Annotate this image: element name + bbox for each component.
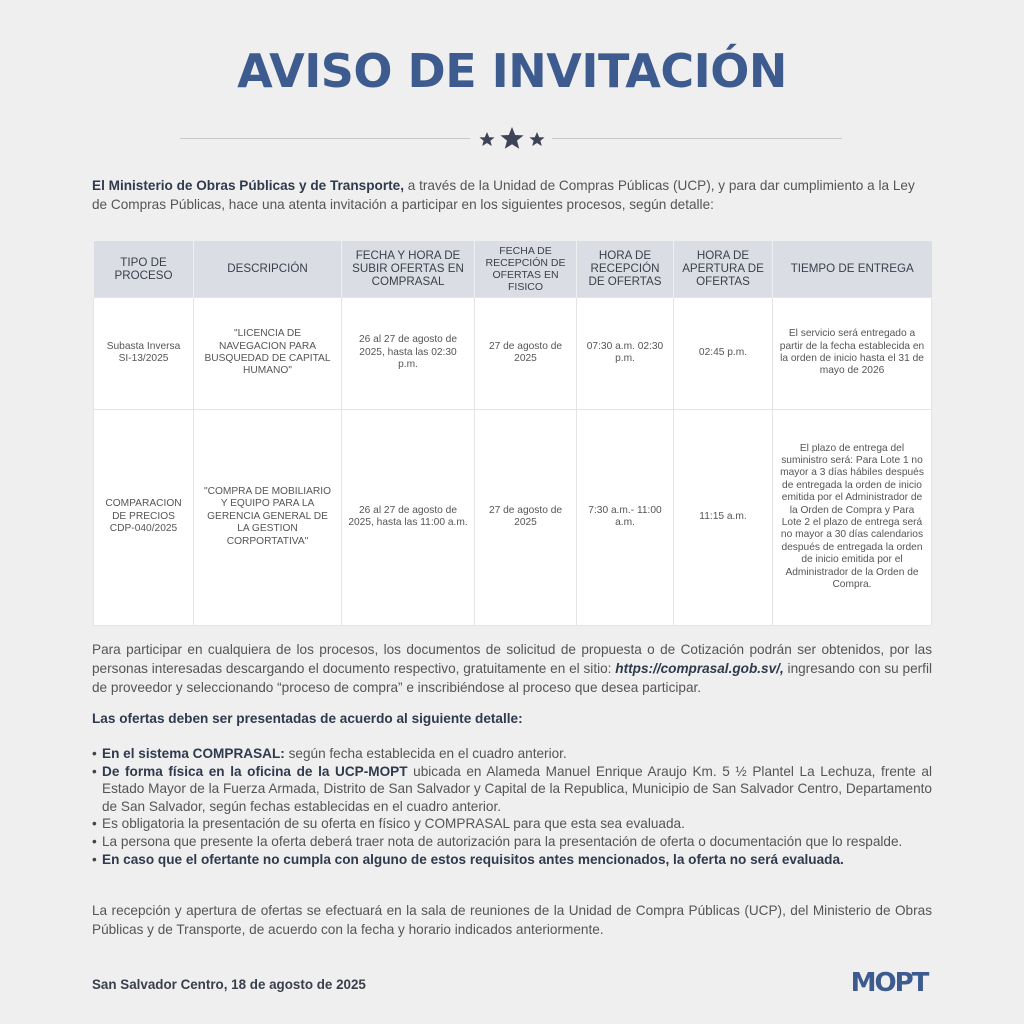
star-icon xyxy=(500,127,523,149)
cell-hora-apertura: 11:15 a.m. xyxy=(674,409,773,625)
cell-tiempo-entrega: El plazo de entrega del suministro será: Para Lote 1 no mayor a 3 días hábiles después de entregada la orden de inicio emitida por el Administrador de la Orden de Compra y Para Lote 2 el plazo de entrega será no mayor a 30 días calendarios después de entregada la orden de inicio emitida por el Administrador de la Orden de Compra. xyxy=(773,409,932,625)
col-header-hora-recepcion: HORA DE RECEPCIÓN DE OFERTAS xyxy=(577,241,674,297)
star-icon xyxy=(479,132,494,146)
offers-heading: Las ofertas deben ser presentadas de acuerdo al siguiente detalle: xyxy=(92,711,523,726)
intro-paragraph xyxy=(92,176,932,214)
list-item xyxy=(92,815,932,833)
participation-text: Para participar en cualquiera de los procesos, los documentos de solicitud de propuesta o de Cotización podrán ser obtenidos, por las personas interesadas descargando el documento respectivo, gratuitamente en el sitio: xyxy=(92,642,932,676)
cell-hora-apertura: 02:45 p.m. xyxy=(674,297,773,409)
bullet-text: La persona que presente la oferta deberá traer nota de autorización para la presentación de oferta o documentación que lo respalde. xyxy=(102,833,903,849)
col-header-descripcion: DESCRIPCIÓN xyxy=(194,241,342,297)
mopt-logo xyxy=(848,966,930,996)
comprasal-link[interactable]: https://comprasal.gob.sv/, xyxy=(615,661,784,676)
mopt-logo-text: MOPT xyxy=(850,968,928,996)
participation-text-2: ingresando con su perfil de proveedor y seleccionando “proceso de compra” e inscribiéndose al proceso que desea participar. xyxy=(92,661,932,695)
participation-paragraph xyxy=(92,640,932,697)
bullet-bold: En el sistema COMPRASAL: xyxy=(102,746,285,761)
col-header-tipo: TIPO DE PROCESO xyxy=(94,241,194,297)
col-header-hora-apertura: HORA DE APERTURA DE OFERTAS xyxy=(674,241,773,297)
cell-descripcion: "LICENCIA DE NAVEGACION PARA BUSQUEDAD DE CAPITAL HUMANO" xyxy=(194,297,342,409)
page-title: AVISO DE INVITACIÓN xyxy=(237,44,787,98)
list-item xyxy=(92,833,932,851)
list-item xyxy=(92,851,932,869)
star-icon xyxy=(529,132,544,146)
bullet-text: según fecha establecida en el cuadro anterior. xyxy=(284,746,567,761)
col-header-tiempo-entrega: TIEMPO DE ENTREGA xyxy=(773,241,932,297)
bullet-bold: De forma física en la oficina de la UCP-MOPT xyxy=(102,763,408,779)
intro-text: a través de la Unidad de Compras Públicas (UCP), y para dar cumplimiento a la Ley de Compras Públicas, hace una atenta invitación a participar en los siguientes procesos, según detalle: xyxy=(92,178,915,212)
intro-bold: El Ministerio de Obras Públicas y de Transporte, xyxy=(92,178,404,193)
cell-tipo: COMPARACION DE PRECIOS CDP-040/2025 xyxy=(94,409,194,625)
cell-fecha-fisico: 27 de agosto de 2025 xyxy=(475,297,577,409)
cell-tipo: Subasta Inversa SI-13/2025 xyxy=(94,297,194,409)
divider-left xyxy=(180,138,470,139)
stars-ornament-icon xyxy=(476,124,548,154)
col-header-fecha-comprasal: FECHA Y HORA DE SUBIR OFERTAS EN COMPRASAL xyxy=(342,241,475,297)
col-header-fecha-fisico: FECHA DE RECEPCIÓN DE OFERTAS EN FISICO xyxy=(475,241,577,297)
bullet-text: Es obligatoria la presentación de su oferta en físico y COMPRASAL para que esta sea evaluada. xyxy=(102,816,685,832)
cell-fecha-comprasal: 26 al 27 de agosto de 2025, hasta las 02:30 p.m. xyxy=(342,297,475,409)
cell-tiempo-entrega: El servicio será entregado a partir de la fecha establecida en la orden de inicio hasta el 31 de mayo de 2026 xyxy=(773,297,932,409)
bullet-bold: En caso que el ofertante no cumpla con alguno de estos requisitos antes mencionados, la oferta no será evaluada. xyxy=(102,851,844,867)
table-row xyxy=(94,297,932,409)
cell-descripcion: "COMPRA DE MOBILIARIO Y EQUIPO PARA LA GERENCIA GENERAL DE LA GESTION CORPORTATIVA" xyxy=(194,409,342,625)
cell-hora-recepcion: 7:30 a.m.- 11:00 a.m. xyxy=(577,409,674,625)
bullet-text: ubicada en Alameda Manuel Enrique Araujo Km. 5 ½ Plantel La Lechuza, frente al Estado Mayor de la Fuerza Armada, Distrito de San Salvador y Capital de la Republica, Municipio de San Salvador Centro, Departamento de San Salvador, según fechas establecidas en el cuadro anterior. xyxy=(102,763,933,814)
table-row xyxy=(94,409,932,625)
divider-right xyxy=(552,138,842,139)
cell-fecha-comprasal: 26 al 27 de agosto de 2025, hasta las 11:00 a.m. xyxy=(342,409,475,625)
list-item xyxy=(92,745,932,763)
table-header-row xyxy=(94,241,932,297)
cell-fecha-fisico: 27 de agosto de 2025 xyxy=(475,409,577,625)
closing-paragraph: La recepción y apertura de ofertas se efectuará en la sala de reuniones de la Unidad de Compra Públicas (UCP), del Ministerio de Obras Públicas y de Transporte, de acuerdo con la fecha y horario indicados anteriormente. xyxy=(92,903,932,937)
footer-date: San Salvador Centro, 18 de agosto de 2025 xyxy=(92,977,366,992)
list-item xyxy=(92,763,932,816)
cell-hora-recepcion: 07:30 a.m. 02:30 p.m. xyxy=(577,297,674,409)
process-table xyxy=(93,241,932,626)
offers-list xyxy=(92,745,932,868)
